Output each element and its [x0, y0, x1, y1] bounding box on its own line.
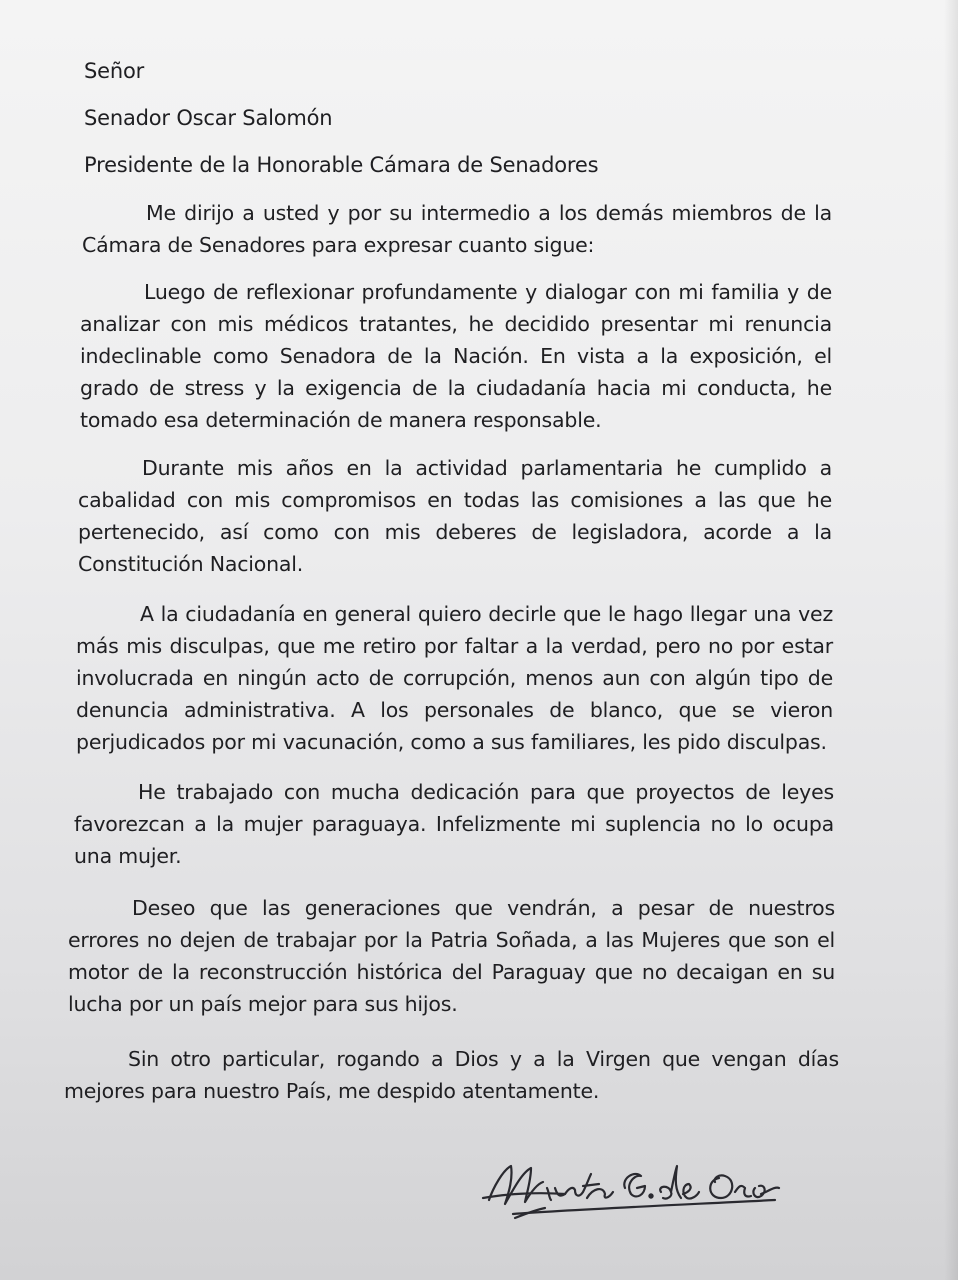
paragraph-2: Luego de reflexionar profundamente y dialogar con mi familia y de analizar con mis médicos tratantes, he decidido presentar mi renuncia indeclinable como Senadora de la Nación. En vista a la exposición, el grado de stress y la exigencia de la ciudadanía hacia mi conducta, he tomado esa determinación de manera responsable. — [80, 280, 832, 432]
paragraph-7: Sin otro particular, rogando a Dios y a la Virgen que vengan días mejores para nuestro País, me despido atentamente. — [64, 1047, 839, 1103]
recipient-title: Presidente de la Honorable Cámara de Senadores — [84, 153, 599, 177]
paragraph-1: Me dirijo a usted y por su intermedio a los demás miembros de la Cámara de Senadores para expresar cuanto sigue: — [82, 201, 832, 257]
recipient-name: Senador Oscar Salomón — [84, 106, 333, 130]
paragraph-3: Durante mis años en la actividad parlamentaria he cumplido a cabalidad con mis compromisos en todas las comisiones a las que he pertenecido, así como con mis deberes de legisladora, acorde a la Constitución Nacional. — [78, 456, 832, 576]
paragraph-5: He trabajado con mucha dedicación para que proyectos de leyes favorezcan a la mujer paraguaya. Infelizmente mi suplencia no lo ocupa una mujer. — [74, 780, 834, 868]
paragraph-6: Deseo que las generaciones que vendrán, a pesar de nuestros errores no dejen de trabajar por la Patria Soñada, a las Mujeres que son el motor de la reconstrucción histórica del Paraguay que no decaigan en su lucha por un país mejor para sus hijos. — [68, 896, 835, 1016]
paragraph-4: A la ciudadanía en general quiero decirle que le hago llegar una vez más mis disculpas, que me retiro por faltar a la verdad, pero no por estar involucrada en ningún acto de corrupción, menos aun con algún tipo de denuncia administrativa. A los personales de blanco, que se vieron perjudicados por mi vacunación, como a sus familiares, les pido disculpas. — [76, 602, 833, 754]
greeting: Señor — [84, 59, 145, 83]
handwritten-signature — [475, 1148, 795, 1228]
